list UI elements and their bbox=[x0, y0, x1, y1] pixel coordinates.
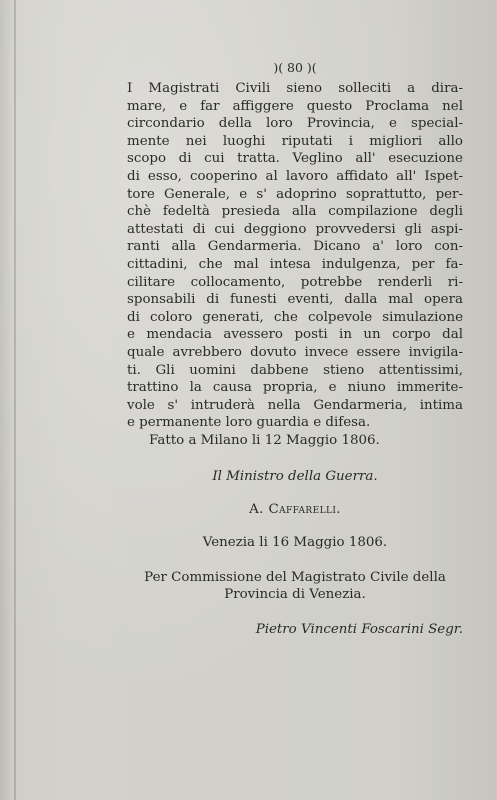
body-line: attestati di cui deggiono provvedersi gli aspi- bbox=[127, 221, 463, 237]
body-line: cittadini, che mal intesa indulgenza, per fa- bbox=[127, 256, 463, 272]
body-line: trattino la causa propria, e niuno immerite- bbox=[127, 380, 463, 396]
body-line: chè fedeltà presieda alla compilazione degli bbox=[127, 204, 463, 220]
text-block bbox=[127, 58, 463, 639]
commission-statement bbox=[127, 569, 463, 604]
date-venice: Venezia li 16 Maggio 1806. bbox=[202, 534, 388, 550]
body-line: ranti alla Gendarmeria. Dicano a' loro con- bbox=[127, 239, 463, 255]
date-milan: Fatto a Milano li 12 Maggio 1806. bbox=[149, 432, 380, 448]
body-line: scopo di cui tratta. Veglino all' esecuzione bbox=[127, 151, 463, 167]
body-line: mente nei luoghi riputati i migliori allo bbox=[127, 133, 463, 149]
minister-title: Il Ministro della Guerra. bbox=[212, 468, 378, 484]
body-line: mare, e far affiggere questo Proclama nel bbox=[127, 98, 463, 114]
body-line: di esso, cooperino al lavoro affidato all' Ispet- bbox=[127, 168, 463, 184]
binding-gutter bbox=[14, 0, 16, 800]
body-line: I Magistrati Civili sieno solleciti a dira- bbox=[127, 81, 463, 96]
bleed-through-text bbox=[60, 360, 76, 780]
body-line: cilitare collocamento, potrebbe renderli ri- bbox=[127, 274, 463, 290]
secretary-signature: Pietro Vincenti Foscarini Segr. bbox=[255, 622, 463, 638]
body-paragraph bbox=[127, 80, 463, 432]
body-line: vole s' intruderà nella Gendarmeria, intima bbox=[127, 397, 463, 413]
body-line: circondario della loro Provincia, e special- bbox=[127, 116, 463, 132]
body-line: e mendacia avessero posti in un corpo dal bbox=[127, 327, 463, 343]
signer-initial: A. bbox=[249, 501, 264, 517]
signer-name bbox=[127, 501, 463, 519]
page-number: )( 80 )( bbox=[273, 60, 317, 75]
body-line: e permanente loro guardia e difesa. bbox=[127, 415, 371, 431]
commission-line: Provincia di Venezia. bbox=[224, 587, 366, 603]
body-line: sponsabili di funesti eventi, dalla mal opera bbox=[127, 292, 463, 308]
body-line: tore Generale, e s' adoprino soprattutto, per- bbox=[127, 186, 463, 202]
signer-surname: Caffarelli. bbox=[268, 501, 341, 517]
body-line: ti. Gli uomini dabbene stieno attentissimi, bbox=[127, 362, 463, 378]
body-line: di coloro generati, che colpevole simulazione bbox=[127, 309, 463, 325]
commission-line: Per Commissione del Magistrato Civile della bbox=[144, 569, 446, 585]
body-line: quale avrebbero dovuto invece essere invigila- bbox=[127, 344, 463, 360]
